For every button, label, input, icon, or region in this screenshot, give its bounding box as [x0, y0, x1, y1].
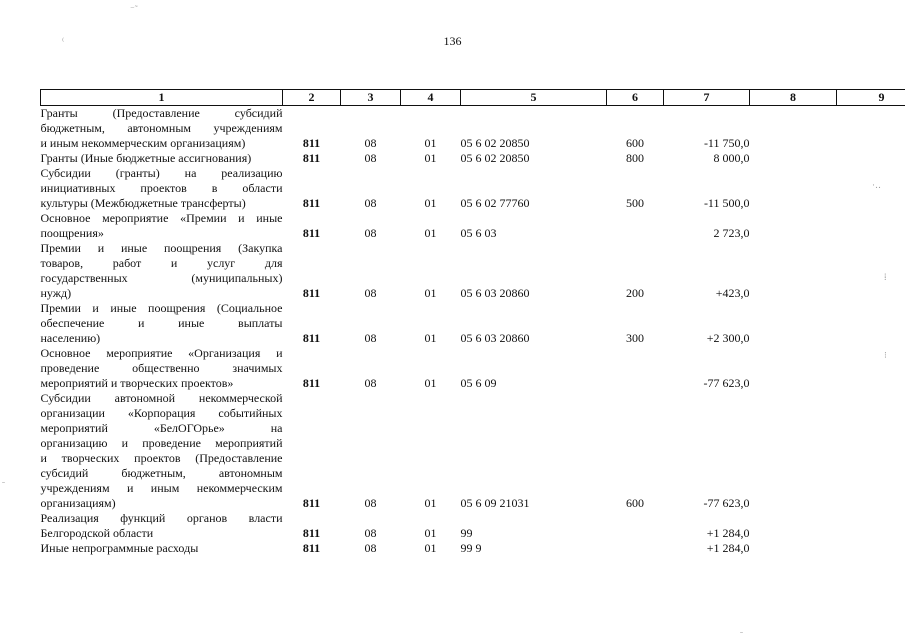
row-name-line: Субсидии (гранты) на реализацию — [40, 166, 283, 180]
row-name-line: Основное мероприятие «Премии и иные — [40, 211, 283, 225]
cell-c3: 08 — [364, 526, 377, 540]
table-row — [41, 511, 905, 541]
cell-c7: -11 500,0 — [703, 196, 750, 210]
cell-c7: 8 000,0 — [713, 151, 750, 165]
table-row — [41, 241, 905, 301]
cell-c9 — [837, 241, 905, 301]
cell-c2: 811 — [302, 136, 321, 150]
row-name-line: поощрения» — [40, 226, 104, 240]
table-body — [41, 106, 905, 557]
cell-c9 — [837, 166, 905, 211]
cell-c8 — [750, 541, 837, 556]
header-col-5: 5 — [461, 90, 607, 106]
cell-c3: 08 — [364, 196, 377, 210]
header-col-6: 6 — [607, 90, 664, 106]
cell-c6: 300 — [626, 331, 644, 345]
cell-c5: 05 6 03 — [460, 226, 497, 240]
cell-c4: 01 — [424, 226, 437, 240]
cell-c6 — [607, 346, 664, 391]
row-name — [41, 511, 283, 541]
cell-c9 — [837, 541, 905, 556]
cell-c6: 200 — [626, 286, 644, 300]
cell-c8 — [750, 241, 837, 301]
cell-c4: 01 — [424, 196, 437, 210]
row-name-line: Премии и иные поощрения (Социальное — [40, 301, 283, 315]
cell-c3: 08 — [364, 226, 377, 240]
cell-c2: 811 — [302, 376, 321, 390]
cell-c2: 811 — [302, 196, 321, 210]
cell-c9 — [837, 106, 905, 152]
row-name-line: организацию и проведение мероприятий — [40, 436, 283, 450]
cell-c5: 05 6 03 20860 — [460, 286, 530, 300]
table-row — [41, 541, 905, 556]
row-name-line: мероприятий «БелОГОрье» на — [40, 421, 283, 435]
row-name — [41, 346, 283, 391]
header-col-7: 7 — [664, 90, 750, 106]
cell-c2: 811 — [302, 541, 321, 555]
row-name-line: Реализация функций органов власти — [40, 511, 283, 525]
cell-c4: 01 — [424, 136, 437, 150]
cell-c2: 811 — [302, 151, 321, 165]
page-number: 136 — [443, 34, 462, 48]
cell-c5: 05 6 09 21031 — [460, 496, 530, 510]
header-col-4: 4 — [401, 90, 461, 106]
row-name — [41, 541, 283, 556]
table-row — [41, 211, 905, 241]
row-name-line: Гранты (Иные бюджетные ассигнования) — [40, 151, 252, 165]
scan-speck: ⁻˜ — [130, 4, 138, 14]
row-name — [41, 241, 283, 301]
cell-c3: 08 — [364, 151, 377, 165]
cell-c5: 99 — [460, 526, 473, 540]
cell-c3: 08 — [364, 331, 377, 345]
budget-table — [40, 89, 905, 556]
row-name-line: субсидий бюджетным, автономным — [40, 466, 283, 480]
cell-c3: 08 — [364, 136, 377, 150]
cell-c7: -77 623,0 — [703, 496, 750, 510]
cell-c9 — [837, 211, 905, 241]
cell-c3: 08 — [364, 286, 377, 300]
row-name-line: организации «Корпорация событийных — [40, 406, 283, 420]
cell-c8 — [750, 301, 837, 346]
cell-c5: 05 6 09 — [460, 376, 497, 390]
cell-c5: 99 9 — [460, 541, 482, 555]
row-name-line: и творческих проектов (Предоставление — [40, 451, 283, 465]
row-name-line: и иным некоммерческим организациям) — [40, 136, 246, 150]
row-name-line: мероприятий и творческих проектов» — [40, 376, 234, 390]
row-name-line: Белгородской области — [40, 526, 154, 540]
row-name-line: населению) — [40, 331, 101, 345]
table-row — [41, 166, 905, 211]
cell-c8 — [750, 346, 837, 391]
cell-c2: 811 — [302, 226, 321, 240]
cell-c4: 01 — [424, 286, 437, 300]
row-name-line: организациям) — [40, 496, 116, 510]
row-name-line: товаров, работ и услуг для — [40, 256, 283, 270]
cell-c4: 01 — [424, 376, 437, 390]
cell-c7: 2 723,0 — [713, 226, 750, 240]
row-name-line: Гранты (Предоставление субсидий — [40, 106, 283, 120]
row-name — [41, 106, 283, 152]
cell-c9 — [837, 346, 905, 391]
cell-c7: -11 750,0 — [703, 136, 750, 150]
row-name-line: учреждениям и иным некоммерческим — [40, 481, 283, 495]
header-col-9: 9 — [837, 90, 905, 106]
cell-c5: 05 6 03 20860 — [460, 331, 530, 345]
cell-c7: +1 284,0 — [706, 541, 750, 555]
cell-c5: 05 6 02 77760 — [460, 196, 530, 210]
row-name — [41, 166, 283, 211]
cell-c8 — [750, 511, 837, 541]
cell-c8 — [750, 166, 837, 211]
cell-c4: 01 — [424, 526, 437, 540]
scan-speck: ˉ — [2, 480, 5, 490]
cell-c9 — [837, 511, 905, 541]
cell-c8 — [750, 211, 837, 241]
cell-c9 — [837, 151, 905, 166]
cell-c4: 01 — [424, 541, 437, 555]
row-name-line: Субсидии автономной некоммерческой — [40, 391, 283, 405]
row-name — [41, 211, 283, 241]
cell-c6: 500 — [626, 196, 644, 210]
header-col-2: 2 — [283, 90, 341, 106]
cell-c3: 08 — [364, 496, 377, 510]
scan-speck: ⁝ — [884, 350, 887, 360]
scan-speck: ˉ — [740, 630, 743, 640]
table-row — [41, 151, 905, 166]
header-col-1: 1 — [41, 90, 283, 106]
table-row — [41, 106, 905, 152]
cell-c4: 01 — [424, 496, 437, 510]
cell-c2: 811 — [302, 496, 321, 510]
table-header — [41, 90, 905, 106]
cell-c7: +1 284,0 — [706, 526, 750, 540]
cell-c8 — [750, 151, 837, 166]
cell-c2: 811 — [302, 526, 321, 540]
cell-c8 — [750, 391, 837, 511]
cell-c6: 600 — [626, 136, 644, 150]
row-name-line: государственных (муниципальных) — [40, 271, 283, 285]
row-name — [41, 301, 283, 346]
cell-c5: 05 6 02 20850 — [460, 136, 530, 150]
scan-speck: ⁽ — [62, 36, 65, 46]
row-name-line: Иные непрограммные расходы — [40, 541, 199, 555]
cell-c5: 05 6 02 20850 — [460, 151, 530, 165]
cell-c6 — [607, 541, 664, 556]
scan-speck: ⁞ — [884, 272, 887, 282]
row-name-line: Основное мероприятие «Организация и — [40, 346, 283, 360]
table-row — [41, 301, 905, 346]
cell-c7: -77 623,0 — [703, 376, 750, 390]
cell-c4: 01 — [424, 331, 437, 345]
cell-c4: 01 — [424, 151, 437, 165]
row-name — [41, 151, 283, 166]
row-name-line: нужд) — [40, 286, 72, 300]
cell-c2: 811 — [302, 286, 321, 300]
cell-c6 — [607, 511, 664, 541]
cell-c9 — [837, 301, 905, 346]
cell-c3: 08 — [364, 376, 377, 390]
cell-c6: 600 — [626, 496, 644, 510]
row-name — [41, 391, 283, 511]
cell-c9 — [837, 391, 905, 511]
table-row — [41, 391, 905, 511]
cell-c7: +423,0 — [715, 286, 750, 300]
cell-c2: 811 — [302, 331, 321, 345]
header-col-8: 8 — [750, 90, 837, 106]
cell-c8 — [750, 106, 837, 152]
row-name-line: Премии и иные поощрения (Закупка — [40, 241, 283, 255]
cell-c6 — [607, 211, 664, 241]
cell-c6: 800 — [626, 151, 644, 165]
row-name-line: культуры (Межбюджетные трансферты) — [40, 196, 246, 210]
row-name-line: проведение общественно значимых — [40, 361, 283, 375]
cell-c3: 08 — [364, 541, 377, 555]
scan-speck: ·‥ — [872, 180, 881, 190]
row-name-line: бюджетным, автономным учреждениям — [40, 121, 283, 135]
cell-c7: +2 300,0 — [706, 331, 750, 345]
row-name-line: обеспечение и иные выплаты — [40, 316, 283, 330]
header-col-3: 3 — [341, 90, 401, 106]
row-name-line: инициативных проектов в области — [40, 181, 283, 195]
table-row — [41, 346, 905, 391]
